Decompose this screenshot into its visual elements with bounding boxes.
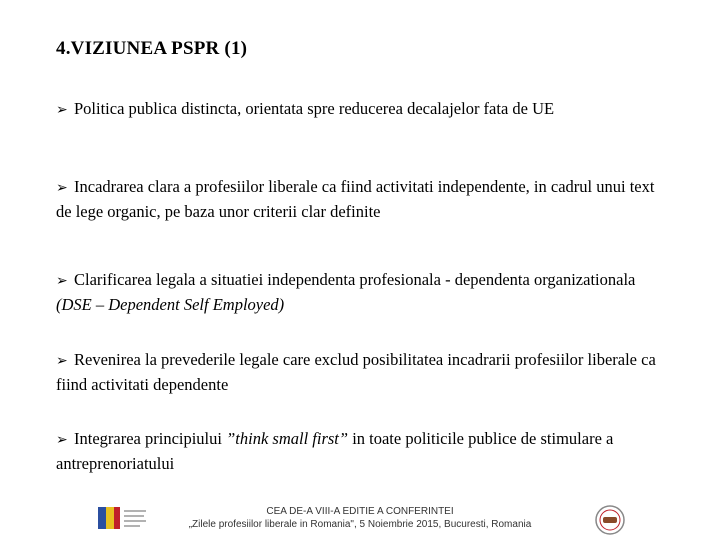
bullet-4 bbox=[56, 348, 666, 396]
footer bbox=[150, 505, 570, 531]
bullet-3-text: Clarificarea legala a situatiei independenta profesionala - dependenta organizationala bbox=[74, 270, 636, 289]
bullet-3 bbox=[56, 268, 666, 316]
bullet-1 bbox=[56, 97, 666, 122]
bullet-5-pre: Integrarea principiului bbox=[74, 429, 227, 448]
bullet-2-text: Incadrarea clara a profesiilor liberale ca fiind activitati independente, in cadrul unui text de lege organic, pe baza unor criterii clar definite bbox=[56, 177, 655, 221]
arrow-bullet-icon: ➢ bbox=[56, 102, 68, 118]
bullet-1-text: Politica publica distincta, orientata spre reducerea decalajelor fata de UE bbox=[74, 99, 555, 118]
arrow-bullet-icon: ➢ bbox=[56, 273, 68, 289]
organization-seal-icon bbox=[594, 504, 626, 536]
footer-line-1: CEA DE-A VIII-A EDITIE A CONFERINTEI bbox=[266, 506, 454, 517]
bullet-5-post: in toate politicile publice de stimulare a antreprenoriatului bbox=[56, 429, 614, 473]
bullet-4-text: Revenirea la prevederile legale care exclud posibilitatea incadrarii profesiilor liberale ca fiind activitati dependente bbox=[56, 350, 656, 394]
slide-title: 4.VIZIUNEA PSPR (1) bbox=[56, 38, 248, 59]
bullet-5-italic: ”think small first” bbox=[226, 429, 349, 448]
bullet-2 bbox=[56, 175, 666, 223]
arrow-bullet-icon: ➢ bbox=[56, 353, 68, 369]
footer-line-2: „Zilele profesiilor liberale in Romania", 5 Noiembrie 2015, Bucuresti, Romania bbox=[188, 519, 532, 530]
bullet-3-italic: (DSE – Dependent Self Employed) bbox=[56, 295, 285, 314]
arrow-bullet-icon: ➢ bbox=[56, 432, 68, 448]
arrow-bullet-icon: ➢ bbox=[56, 180, 68, 196]
bullet-5 bbox=[56, 427, 666, 475]
conference-logo-icon bbox=[98, 505, 148, 533]
